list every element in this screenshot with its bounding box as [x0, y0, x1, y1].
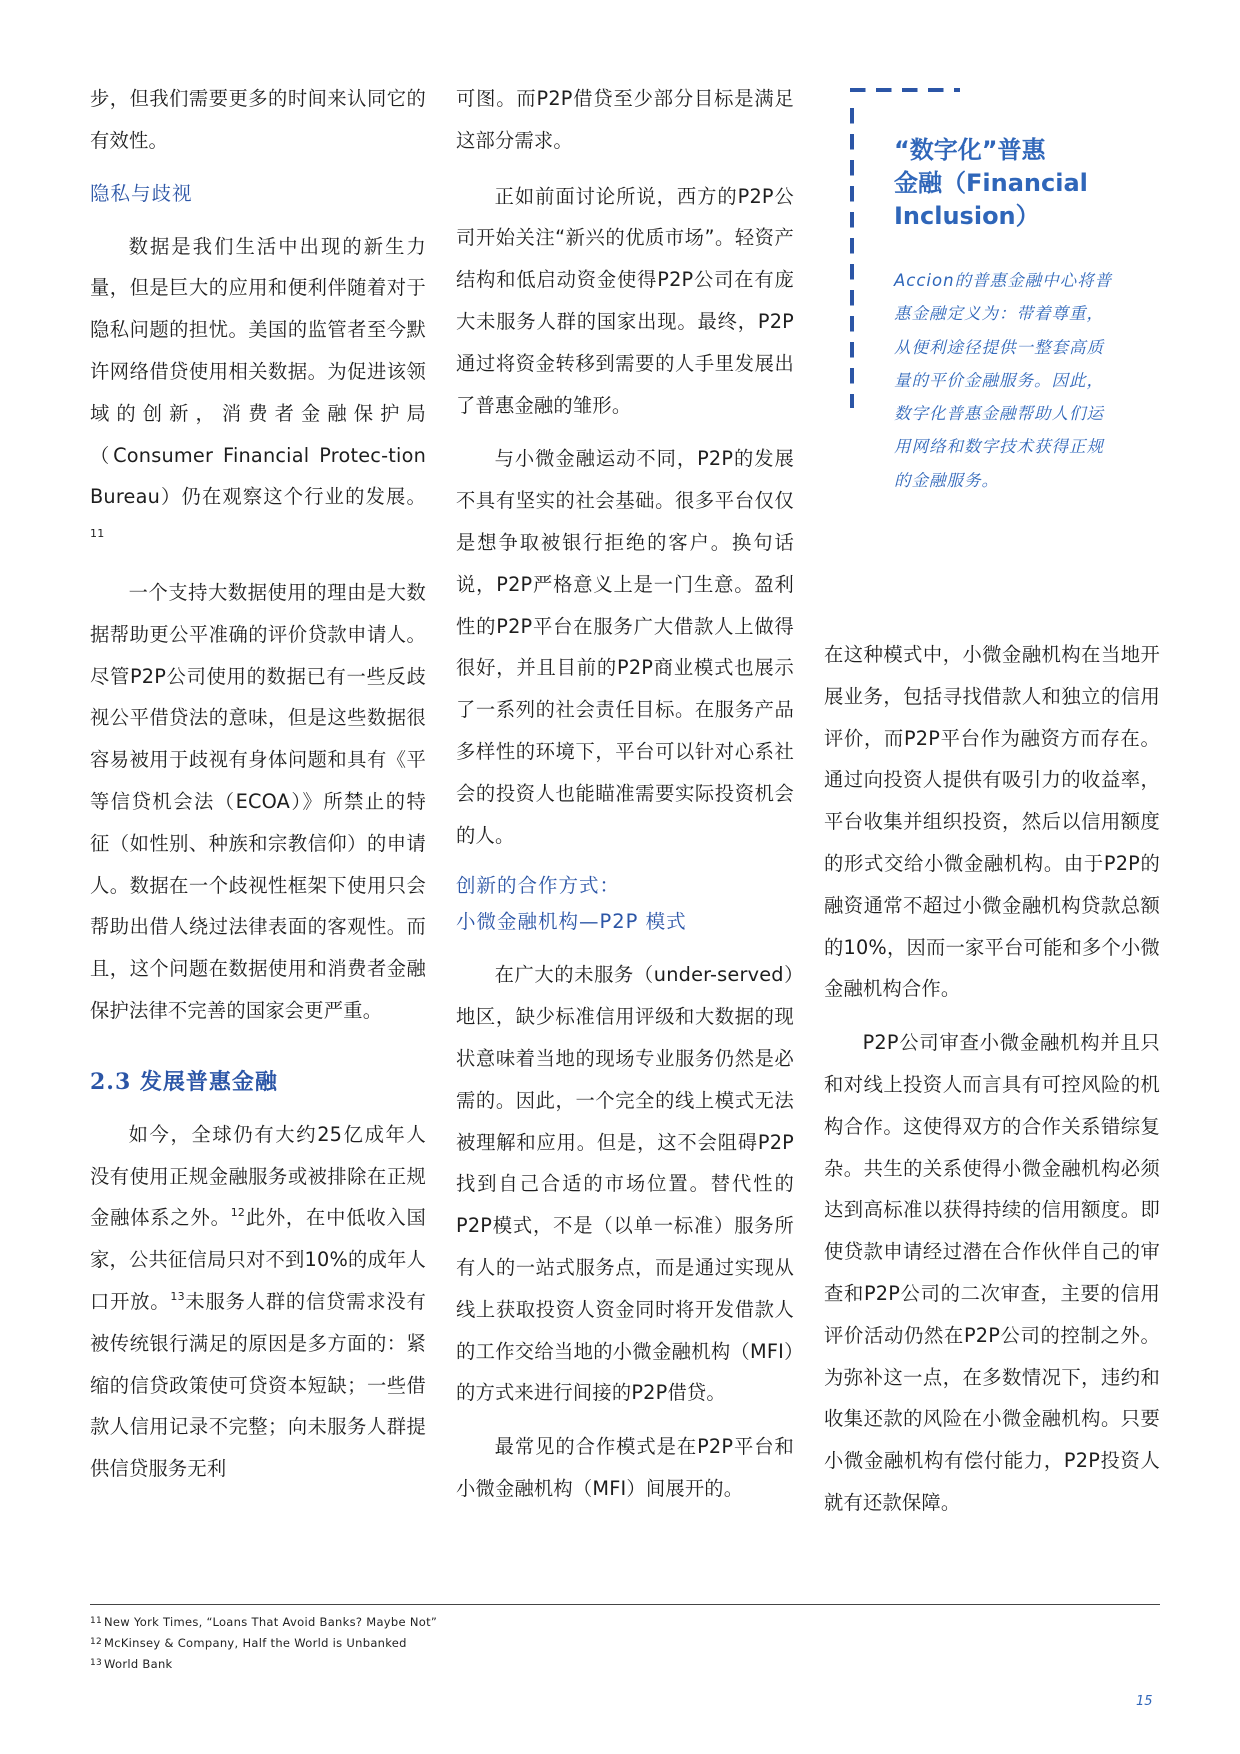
footnote-item [90, 1632, 990, 1653]
paragraph-common-model: 最常见的合作模式是在P2P平台和小微金融机构（MFI）间展开的。 [456, 1435, 794, 1500]
sidebar-dashed-top-border [850, 88, 960, 92]
footnote-ref-12: 12 [230, 1206, 246, 1220]
footnotes [90, 1611, 990, 1674]
paragraph-privacy-1-text: 数据是我们生活中出现的新生力量，但是巨大的应用和便利伴随着对于隐私问题的担忧。美国的监管者至今默许网络借贷使用相关数据。为促进该领域的创新，消费者金融保护局（Consumer Financial Protec-tion Bureau）仍在观察这个行业的发展。 [90, 234, 426, 509]
footnote-divider [90, 1604, 1160, 1605]
paragraph-privacy-2: 一个支持大数据使用的理由是大数据帮助更公平准确的评价贷款申请人。尽管P2P公司使用的数据已有一些反歧视公平借贷法的意味，但是这些数据很容易被用于歧视有身体问题和具有《平等信贷机会法（ECOA）》所禁止的特征（如性别、种族和宗教信仰）的申请人。数据在一个歧视性框架下使用只会帮助出借人绕过法律表面的客观性。而且，这个问题在数据使用和消费者金融保护法律不完善的国家会更严重。 [90, 580, 426, 1022]
section-title: 2.3 发展普惠金融 [90, 1068, 278, 1095]
paragraph-micro: 与小微金融运动不同，P2P的发展不具有坚实的社会基础。很多平台仅仅是想争取被银行拒绝的客户。换句话说，P2P严格意义上是一门生意。盈利性的P2P平台在服务广大借款人上做得很好，并且目前的P2P商业模式也展示了一系列的社会责任目标。在服务产品多样性的环境下，平台可以针对心系社会的投资人也能瞄准需要实际投资机会的人。 [456, 447, 794, 847]
sidebar-text: Accion的普惠金融中心将普惠金融定义为：带着尊重，从便利途径提供一整套高质量的平价金融服务。因此，数字化普惠金融帮助人们运用网络和数字技术获得正规的金融服务。 [894, 271, 1113, 490]
column-middle [456, 78, 794, 1522]
footnote-text: World Bank [104, 1657, 173, 1671]
sidebar-callout [850, 88, 1170, 490]
paragraph-continued-2: 可图。而P2P借贷至少部分目标是满足这部分需求。 [456, 87, 794, 152]
footnote-ref-13: 13 [170, 1289, 185, 1303]
footnote-number: 12 [90, 1637, 103, 1647]
footnote-text: New York Times, “Loans That Avoid Banks? Maybe Not” [104, 1615, 438, 1629]
footnote-ref-11: 11 [90, 527, 105, 541]
paragraph-continued: 步，但我们需要更多的时间来认同它的有效性。 [90, 87, 426, 152]
column-right [824, 634, 1160, 1536]
paragraph-inclusion-a: 如今，全球仍有大约25亿成年人没有使用正规金融服务或被排除在正规金融体系之外。 [90, 1122, 426, 1230]
footnote-number: 13 [90, 1658, 103, 1668]
subheading-line-2: 小微金融机构—P2P 模式 [456, 910, 687, 934]
paragraph-inclusion-c: 未服务人群的信贷需求没有被传统银行满足的原因是多方面的：紧缩的信贷政策使可贷资本短缺；一些借款人信用记录不完整；向未服务人群提供信贷服务无利 [90, 1289, 426, 1481]
footnote-number: 11 [90, 1616, 103, 1626]
paragraph-west: 正如前面讨论所说，西方的P2P公司开始关注“新兴的优质市场”。轻资产结构和低启动资金使得P2P公司在有庞大未服务人群的国家出现。最终，P2P通过将资金转移到需要的人手里发展出了普惠金融的雏形。 [456, 184, 794, 417]
subheading-privacy: 隐私与歧视 [90, 181, 193, 205]
footnote-item [90, 1653, 990, 1674]
sidebar-title-line-3: Inclusion） [894, 202, 1040, 230]
sidebar-dashed-left-border [850, 108, 854, 408]
paragraph-underserved: 在广大的未服务（under-served）地区，缺少标准信用评级和大数据的现状意味着当地的现场专业服务仍然是必需的。因此，一个完全的线上模式无法被理解和应用。但是，这不会阻碍P2P找到自己合适的市场位置。替代性的P2P模式，不是（以单一标准）服务所有人的一站式服务点，而是通过实现从线上获取投资人资金同时将开发借款人的工作交给当地的小微金融机构（MFI）的方式来进行间接的P2P借贷。 [456, 963, 794, 1405]
paragraph-model: 在这种模式中，小微金融机构在当地开展业务，包括寻找借款人和独立的信用评价，而P2P平台作为融资方而存在。通过向投资人提供有吸引力的收益率，平台收集并组织投资，然后以信用额度的形式交给小微金融机构。由于P2P的融资通常不超过小微金融机构贷款总额的10%，因而一家平台可能和多个小微金融机构合作。 [824, 643, 1160, 1001]
footnote-item [90, 1611, 990, 1632]
footnote-text: McKinsey & Company, Half the World is Unbanked [104, 1636, 407, 1650]
paragraph-review: P2P公司审查小微金融机构并且只和对线上投资人而言具有可控风险的机构合作。这使得双方的合作关系错综复杂。共生的关系使得小微金融机构必须达到高标准以获得持续的信用额度。即使贷款申请经过潜在合作伙伴自己的审查和P2P公司的二次审查，主要的信用评价活动仍然在P2P公司的控制之外。为弥补这一点，在多数情况下，违约和收集还款的风险在小微金融机构。只要小微金融机构有偿付能力，P2P投资人就有还款保障。 [824, 1031, 1160, 1514]
paragraph-privacy-1 [90, 226, 426, 560]
column-left [90, 78, 426, 1502]
sidebar-title-line-1: “数字化”普惠 [894, 136, 1046, 164]
sidebar-title [894, 134, 1154, 233]
subheading-cooperation [456, 868, 794, 940]
subheading-line-1: 创新的合作方式： [456, 874, 621, 898]
page-number: 15 [1136, 1694, 1153, 1709]
paragraph-inclusion-b: 此外，在中低收入国家，公共征信局只对不到10%的成年人口开放。 [90, 1206, 426, 1313]
paragraph-inclusion [90, 1114, 426, 1490]
sidebar-title-line-2: 金融（Financial [894, 169, 1088, 197]
